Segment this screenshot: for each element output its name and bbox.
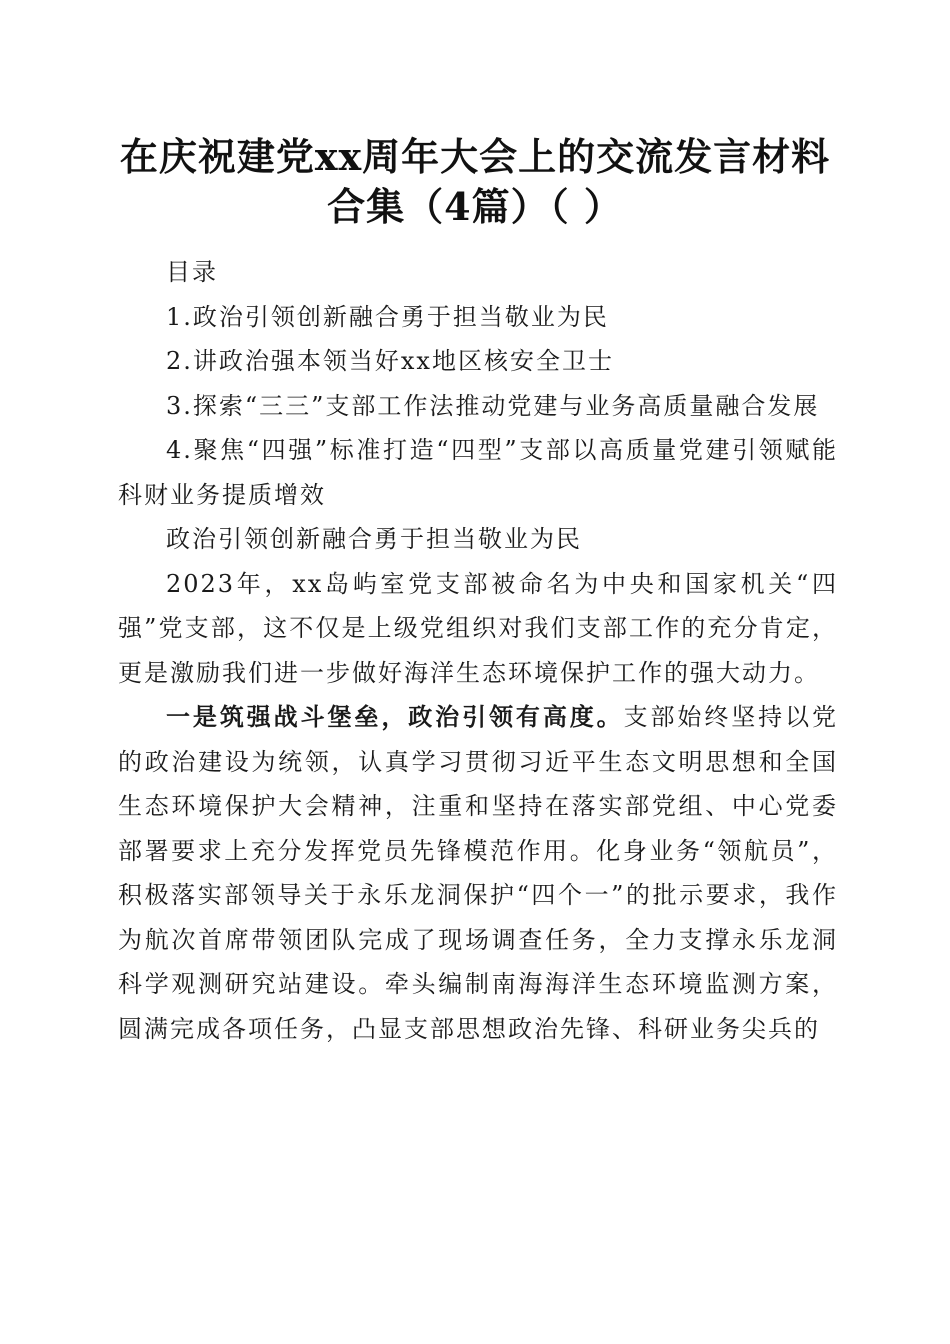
paragraph-first-point — [118, 695, 838, 1051]
toc-item-2: 2.讲政治强本领当好xx地区核安全卫士 — [166, 347, 614, 375]
paragraph-intro: 2023年，xx岛屿室党支部被命名为中央和国家机关“四强”党支部，这不仅是上级党组织对我们支部工作的充分肯定，更是激励我们进一步做好海洋生态环境保护工作的强大动力。 — [118, 569, 838, 687]
toc-item-3: 3.探索“三三”支部工作法推动党建与业务高质量融合发展 — [166, 391, 820, 420]
paragraph-lead: 一是筑强战斗堡垒，政治引领有高度。 — [166, 702, 624, 731]
toc-heading: 目录 — [166, 258, 218, 286]
paragraph-text: 支部始终坚持以党的政治建设为统领，认真学习贯彻习近平生态文明思想和全国生态环境保护大会精神，注重和坚持在落实部党组、中心党委部署要求上充分发挥党员先锋模范作用。化身业务“领航员”，积极落实部领导关于永乐龙洞保护“四个一”的批示要求，我作为航次首席带领团队完成了现场调查任务，全力支撑永乐龙洞科学观测研究站建设。牵头编制南海海洋生态环境监测方案，圆满完成各项任务，凸显支部思想政治先锋、科研业务尖兵的 — [118, 703, 839, 1043]
document-body — [118, 250, 838, 1051]
toc-item-1: 1.政治引领创新融合勇于担当敬业为民 — [166, 302, 609, 331]
toc-item-4: 4.聚焦“四强”标准打造“四型”支部以高质量党建引领赋能科财业务提质增效 — [118, 436, 838, 509]
document-title: 在庆祝建党xx周年大会上的交流发言材料合集（4篇）（ ） — [119, 134, 831, 229]
section-title: 政治引领创新融合勇于担当敬业为民 — [166, 525, 582, 553]
